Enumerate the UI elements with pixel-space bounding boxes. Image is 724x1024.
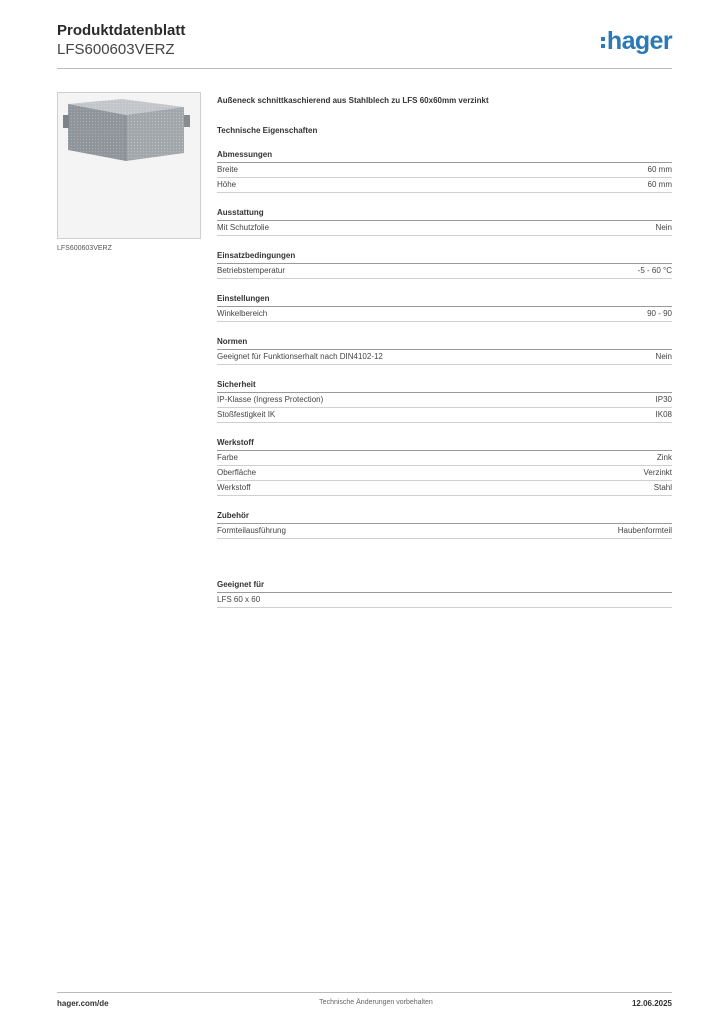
- section-title: Abmessungen: [217, 150, 672, 163]
- property-row: [217, 408, 672, 423]
- property-value: Zink: [656, 453, 672, 462]
- hager-logo: [601, 28, 672, 54]
- property-row: [217, 178, 672, 193]
- property-value: Verzinkt: [643, 468, 672, 477]
- product-image: [57, 92, 201, 239]
- suitable-for-section: [217, 580, 672, 608]
- property-row: [217, 163, 672, 178]
- image-caption: LFS600603VERZ: [57, 245, 112, 252]
- document-header: [57, 22, 185, 59]
- property-section: [217, 380, 672, 423]
- property-row: [217, 466, 672, 481]
- property-row: [217, 350, 672, 365]
- section-title: Zubehör: [217, 511, 672, 524]
- suitable-for-title: Geeignet für: [217, 580, 672, 593]
- property-row: [217, 307, 672, 322]
- property-label: Geeignet für Funktionserhalt nach DIN4102-12: [217, 352, 383, 361]
- property-label: Formteilausführung: [217, 526, 286, 535]
- header-divider: [57, 68, 672, 69]
- property-label: Mit Schutzfolie: [217, 223, 270, 232]
- section-title: Einstellungen: [217, 294, 672, 307]
- technical-properties-heading: Technische Eigenschaften: [217, 126, 318, 135]
- section-title: Sicherheit: [217, 380, 672, 393]
- suitable-for-item: [217, 593, 672, 608]
- property-value: Nein: [655, 223, 672, 232]
- property-label: Oberfläche: [217, 468, 257, 477]
- property-section: [217, 150, 672, 193]
- property-row: [217, 451, 672, 466]
- property-row: [217, 524, 672, 539]
- property-section: [217, 438, 672, 496]
- property-value: 60 mm: [647, 180, 672, 189]
- product-code: LFS600603VERZ: [57, 41, 175, 58]
- footer-date: 12.06.2025: [631, 999, 672, 1008]
- footer-website: hager.com/de: [57, 999, 109, 1008]
- property-value: Haubenformteil: [617, 526, 672, 535]
- property-label: Werkstoff: [217, 483, 251, 492]
- footer-disclaimer: Technische Änderungen vorbehalten: [319, 999, 433, 1006]
- property-label: Winkelbereich: [217, 309, 268, 318]
- property-value: IP30: [655, 395, 672, 404]
- section-title: Normen: [217, 337, 672, 350]
- document-title: Produktdatenblatt: [57, 22, 186, 39]
- property-section: [217, 337, 672, 365]
- property-label: Breite: [217, 165, 238, 174]
- property-value: IK08: [655, 410, 672, 419]
- property-label: Farbe: [217, 453, 238, 462]
- property-section: [217, 208, 672, 236]
- property-label: IP-Klasse (Ingress Protection): [217, 395, 324, 404]
- property-row: [217, 393, 672, 408]
- property-label: Stoßfestigkeit IK: [217, 410, 276, 419]
- property-label: Höhe: [217, 180, 237, 189]
- product-details: [217, 96, 672, 608]
- footer-divider: [57, 992, 672, 993]
- logo-dots-icon: [601, 37, 605, 48]
- property-section: [217, 511, 672, 539]
- property-row: [217, 264, 672, 279]
- section-title: Einsatzbedingungen: [217, 251, 672, 264]
- corner-piece-illustration: [58, 93, 201, 239]
- property-value: Stahl: [653, 483, 672, 492]
- property-row: [217, 221, 672, 236]
- product-description: Außeneck schnittkaschierend aus Stahlblech zu LFS 60x60mm verzinkt: [217, 96, 489, 105]
- logo-text: hager: [606, 27, 672, 55]
- property-value: Nein: [655, 352, 672, 361]
- property-section: [217, 251, 672, 279]
- property-label: Betriebstemperatur: [217, 266, 286, 275]
- property-value: -5 - 60 °C: [637, 266, 672, 275]
- property-value: 90 - 90: [647, 309, 672, 318]
- section-title: Werkstoff: [217, 438, 672, 451]
- property-section: [217, 294, 672, 322]
- suitable-for-label: LFS 60 x 60: [217, 595, 261, 604]
- properties-sections: [217, 150, 672, 539]
- section-title: Ausstattung: [217, 208, 672, 221]
- property-value: 60 mm: [647, 165, 672, 174]
- property-row: [217, 481, 672, 496]
